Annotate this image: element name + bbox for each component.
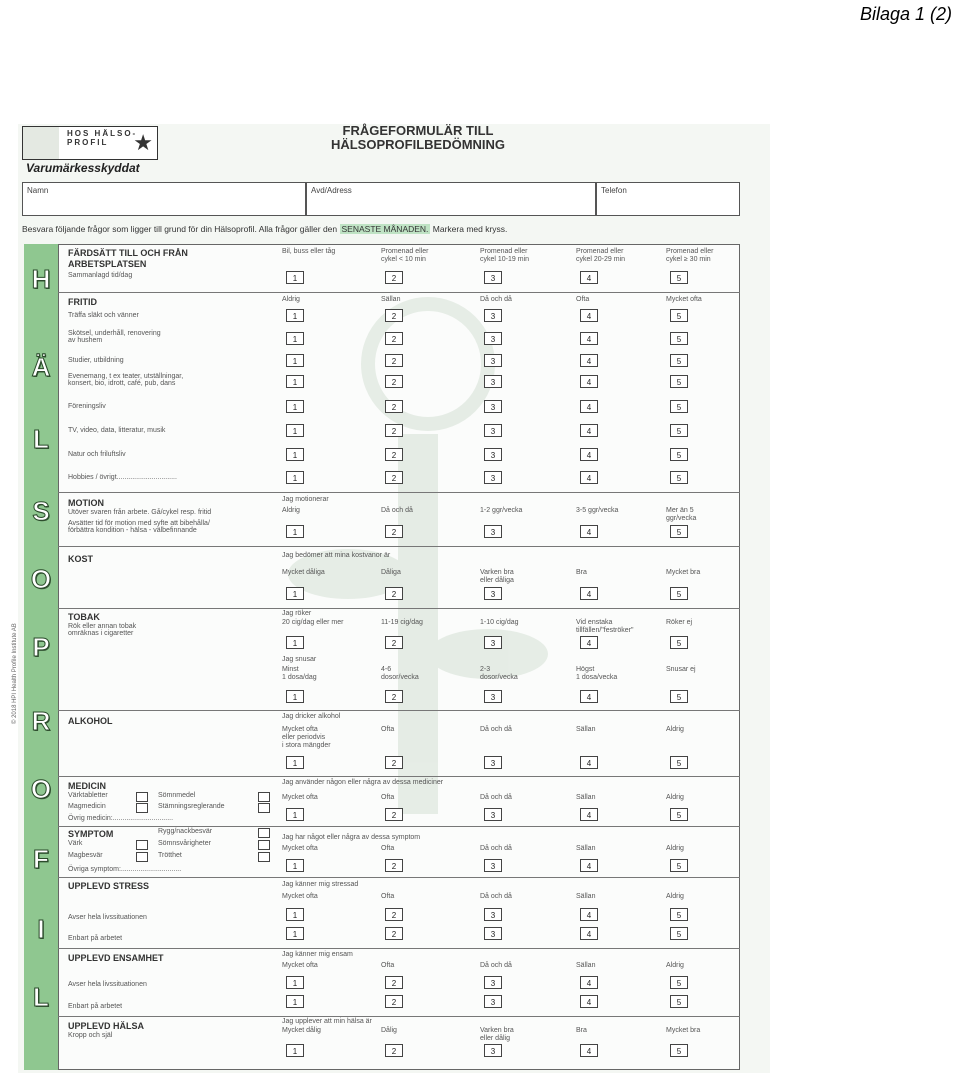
form-title-line1: FRÅGEFORMULÄR TILL (342, 123, 494, 138)
kost-option-5[interactable]: 5 (670, 587, 688, 600)
fardsatt-option-4[interactable]: 4 (580, 271, 598, 284)
fritid-item-7: Natur och friluftsliv (68, 451, 126, 458)
section-divider (58, 826, 740, 827)
fritid-item-8-option-1[interactable]: 1 (286, 471, 304, 484)
name-field[interactable] (22, 182, 306, 216)
halsa-sub: Kropp och själ (68, 1032, 113, 1039)
fritid-item-4-option-2[interactable]: 2 (385, 375, 403, 388)
kost-option-3[interactable]: 3 (484, 587, 502, 600)
symptom-option-4[interactable]: 4 (580, 859, 598, 872)
medicin-option-2[interactable]: 2 (385, 808, 403, 821)
symptom-c4-checkbox[interactable] (258, 840, 270, 850)
symptom-label-5: Aldrig (666, 845, 684, 852)
stress-title: UPPLEVD STRESS (68, 881, 150, 891)
kost-option-2[interactable]: 2 (385, 587, 403, 600)
symptom-lead: Jag har något eller några av dessa symptom (282, 834, 421, 841)
alkohol-label-2: Ofta (381, 726, 395, 733)
motion-label-2: Då och då (381, 507, 413, 514)
medicin-c2: Sömnmedel (158, 792, 196, 799)
alkohol-label-1: Mycket ofta eller periodvis i stora mängder (282, 726, 331, 749)
fritid-item-1-option-1[interactable]: 1 (286, 309, 304, 322)
tobak-title: TOBAK (68, 612, 100, 622)
side-letter-3: L (33, 424, 49, 454)
ensamhet-row1-option-5[interactable]: 5 (670, 976, 688, 989)
stress-row1-label: Avser hela livssituationen (68, 914, 147, 921)
halsa-lead: Jag upplever att min hälsa är (282, 1018, 372, 1025)
fritid-item-4: Evenemang, t ex teater, utställningar, konsert, bio, idrott, café, pub, dans (68, 373, 184, 387)
dept-label: Avd/Adress (311, 186, 352, 195)
fritid-item-6-option-5[interactable]: 5 (670, 424, 688, 437)
fritid-item-4-option-3[interactable]: 3 (484, 375, 502, 388)
symptom-option-1[interactable]: 1 (286, 859, 304, 872)
halsa-label-2: Dålig (381, 1027, 397, 1034)
tobak-snus-option-2[interactable]: 2 (385, 690, 403, 703)
ensamhet-row1-label: Avser hela livssituationen (68, 981, 147, 988)
attachment-label: Bilaga 1 (2) (859, 4, 952, 24)
stress-row2-option-4[interactable]: 4 (580, 927, 598, 940)
ensamhet-label-1: Mycket ofta (282, 962, 318, 969)
tobak-snus-label-5: Snusar ej (666, 666, 696, 673)
fritid-item-6-option-2[interactable]: 2 (385, 424, 403, 437)
phone-label: Telefon (601, 186, 627, 195)
motion-label-1: Aldrig (282, 507, 300, 514)
ensamhet-row1-option-2[interactable]: 2 (385, 976, 403, 989)
symptom-c3: Magbesvär (68, 852, 103, 859)
medicin-c1: Värktabletter (68, 792, 108, 799)
tobak-snus-option-1[interactable]: 1 (286, 690, 304, 703)
tobak-snus-label-3: 2-3 dosor/vecka (480, 666, 518, 681)
halsa-option-3[interactable]: 3 (484, 1044, 502, 1057)
motion-option-2[interactable]: 2 (385, 525, 403, 538)
tobak-lead1: Jag röker (282, 610, 312, 617)
symptom-option-3[interactable]: 3 (484, 859, 502, 872)
stress-row2-option-2[interactable]: 2 (385, 927, 403, 940)
halsa-option-1[interactable]: 1 (286, 1044, 304, 1057)
fritid-item-6: TV, video, data, litteratur, musik (68, 427, 166, 434)
fritid-item-8-option-3[interactable]: 3 (484, 471, 502, 484)
fritid-item-6-option-1[interactable]: 1 (286, 424, 304, 437)
alkohol-label-4: Sällan (576, 726, 596, 733)
tobak-smoke-option-2[interactable]: 2 (385, 636, 403, 649)
stress-label-1: Mycket ofta (282, 893, 318, 900)
side-letter-2: Ä (31, 352, 51, 382)
tobak-smoke-label-4: Vid enstaka tillfällen/"feströker" (576, 619, 634, 634)
section-divider (58, 948, 740, 949)
motion-label-5: Mer än 5 ggr/vecka (666, 507, 697, 522)
fritid-item-2: Skötsel, underhåll, renovering av hushem (68, 330, 161, 344)
fardsatt-label-3: Promenad eller cykel 10-19 min (480, 248, 530, 263)
scanned-form (12, 123, 770, 1073)
symptom-c5-checkbox[interactable] (258, 852, 270, 862)
fritid-item-2-option-2[interactable]: 2 (385, 332, 403, 345)
fritid-label-2: Sällan (381, 296, 401, 303)
motion-option-1[interactable]: 1 (286, 525, 304, 538)
kost-lead: Jag bedömer att mina kostvanor är (282, 552, 391, 559)
form-title-line2: HÄLSOPROFILBEDÖMNING (330, 137, 506, 152)
side-letter-4: S (32, 496, 50, 526)
fritid-item-8-option-2[interactable]: 2 (385, 471, 403, 484)
halsa-option-5[interactable]: 5 (670, 1044, 688, 1057)
section-divider (58, 292, 740, 293)
section-divider (58, 546, 740, 547)
ensamhet-label-5: Aldrig (666, 962, 684, 969)
stress-row1-option-1[interactable]: 1 (286, 908, 304, 921)
stress-row2-option-1[interactable]: 1 (286, 927, 304, 940)
medicin-option-5[interactable]: 5 (670, 808, 688, 821)
fritid-item-7-option-2[interactable]: 2 (385, 448, 403, 461)
tobak-snus-option-4[interactable]: 4 (580, 690, 598, 703)
ensamhet-row1-option-3[interactable]: 3 (484, 976, 502, 989)
medicin-c4-checkbox[interactable] (258, 803, 270, 813)
fritid-item-1-option-5[interactable]: 5 (670, 309, 688, 322)
alkohol-label-3: Då och då (480, 726, 512, 733)
symptom-c1: Värk (68, 840, 83, 847)
medicin-c3-checkbox[interactable] (136, 803, 148, 813)
section-divider (58, 710, 740, 711)
ensamhet-row2-label: Enbart på arbetet (68, 1003, 123, 1010)
tobak-smoke-label-3: 1-10 cig/dag (480, 619, 519, 626)
name-label: Namn (27, 186, 49, 195)
instruction-b: Markera med kryss. (432, 224, 508, 234)
motion-label-3: 1-2 ggr/vecka (480, 507, 523, 514)
medicin-label-5: Aldrig (666, 794, 684, 801)
stress-label-3: Då och då (480, 893, 512, 900)
fritid-item-5-option-5[interactable]: 5 (670, 400, 688, 413)
alkohol-option-2[interactable]: 2 (385, 756, 403, 769)
fritid-label-5: Mycket ofta (666, 296, 702, 303)
symptom-label-3: Då och då (480, 845, 512, 852)
fardsatt-title-1: FÄRDSÄTT TILL OCH FRÅN (68, 248, 188, 258)
motion-label-4: 3-5 ggr/vecka (576, 507, 619, 514)
halsa-option-2[interactable]: 2 (385, 1044, 403, 1057)
fritid-label-1: Aldrig (282, 296, 300, 303)
medicin-label-3: Då och då (480, 794, 512, 801)
tobak-sub: Rök eller annan tobak omräknas i cigaretter (68, 623, 137, 637)
symptom-c3-checkbox[interactable] (136, 852, 148, 862)
ensamhet-lead: Jag känner mig ensam (282, 951, 353, 958)
tobak-snus-option-5[interactable]: 5 (670, 690, 688, 703)
running-figure-icon: ★ (133, 130, 153, 155)
symptom-c4: Sömnsvårigheter (158, 840, 211, 847)
fritid-item-2-option-5[interactable]: 5 (670, 332, 688, 345)
alkohol-label-5: Aldrig (666, 726, 684, 733)
fritid-item-1-option-3[interactable]: 3 (484, 309, 502, 322)
stress-label-4: Sällan (576, 893, 596, 900)
fardsatt-label-1: Bil, buss eller tåg (282, 248, 336, 255)
dept-field[interactable] (306, 182, 596, 216)
halsa-label-3: Varken bra eller dålig (480, 1027, 514, 1042)
symptom-option-2[interactable]: 2 (385, 859, 403, 872)
motion-option-5[interactable]: 5 (670, 525, 688, 538)
fritid-item-7-option-1[interactable]: 1 (286, 448, 304, 461)
halsa-label-5: Mycket bra (666, 1027, 701, 1034)
kost-title: KOST (68, 554, 94, 564)
ensamhet-row2-option-4[interactable]: 4 (580, 995, 598, 1008)
symptom-c5: Trötthet (158, 852, 182, 859)
stress-row2-option-3[interactable]: 3 (484, 927, 502, 940)
medicin-option-3[interactable]: 3 (484, 808, 502, 821)
medicin-label-1: Mycket ofta (282, 794, 318, 801)
fardsatt-option-1[interactable]: 1 (286, 271, 304, 284)
ensamhet-row1-option-4[interactable]: 4 (580, 976, 598, 989)
medicin-other: Övrig medicin:............................... (68, 815, 174, 822)
fritid-item-1-option-4[interactable]: 4 (580, 309, 598, 322)
side-letter-5: O (30, 564, 52, 594)
side-letter-7: R (31, 706, 51, 736)
instruction-highlight: SENASTE MÅNADEN. (341, 224, 429, 234)
motion-lead: Jag motionerar (282, 496, 329, 503)
motion-option-4[interactable]: 4 (580, 525, 598, 538)
medicin-lead: Jag använder någon eller några av dessa mediciner (282, 779, 444, 786)
fritid-item-3-option-5[interactable]: 5 (670, 354, 688, 367)
symptom-c2-checkbox[interactable] (258, 828, 270, 838)
alkohol-option-5[interactable]: 5 (670, 756, 688, 769)
symptom-other: Övriga symptom:............................... (68, 866, 182, 873)
fritid-label-4: Ofta (576, 296, 590, 303)
symptom-c1-checkbox[interactable] (136, 840, 148, 850)
fardsatt-option-2[interactable]: 2 (385, 271, 403, 284)
side-letter-10: I (37, 914, 45, 944)
tobak-smoke-option-1[interactable]: 1 (286, 636, 304, 649)
medicin-c3: Magmedicin (68, 803, 106, 810)
medicin-c1-checkbox[interactable] (136, 792, 148, 802)
halsa-label-4: Bra (576, 1027, 587, 1034)
side-title-bar (24, 244, 58, 1070)
copyright-text: © 2018 HPI Health Profile Institute AB (12, 623, 18, 724)
fritid-item-5-option-4[interactable]: 4 (580, 400, 598, 413)
fritid-item-4-option-5[interactable]: 5 (670, 375, 688, 388)
fritid-item-3-option-3[interactable]: 3 (484, 354, 502, 367)
kost-label-2: Dåliga (381, 569, 401, 576)
fritid-item-6-option-4[interactable]: 4 (580, 424, 598, 437)
alkohol-title: ALKOHOL (68, 716, 113, 726)
medicin-title: MEDICIN (68, 781, 106, 791)
instruction-a: Besvara följande frågor som ligger till grund för din Hälsoprofil. Alla frågor gäller den (22, 224, 338, 234)
symptom-label-1: Mycket ofta (282, 845, 318, 852)
kost-label-5: Mycket bra (666, 569, 701, 576)
fardsatt-label-2: Promenad eller cykel < 10 min (381, 248, 429, 263)
tobak-snus-label-1: Minst 1 dosa/dag (282, 666, 317, 681)
stress-row1-option-5[interactable]: 5 (670, 908, 688, 921)
halsa-title: UPPLEVD HÄLSA (68, 1021, 145, 1031)
stress-row1-option-3[interactable]: 3 (484, 908, 502, 921)
fritid-item-3: Studier, utbildning (68, 357, 124, 364)
stress-row2-option-5[interactable]: 5 (670, 927, 688, 940)
tobak-smoke-label-2: 11-19 cig/dag (381, 619, 423, 626)
alkohol-option-4[interactable]: 4 (580, 756, 598, 769)
stress-row1-option-4[interactable]: 4 (580, 908, 598, 921)
motion-title: MOTION (68, 498, 104, 508)
stress-label-5: Aldrig (666, 893, 684, 900)
tobak-smoke-option-5[interactable]: 5 (670, 636, 688, 649)
side-letter-6: P (32, 632, 50, 662)
tobak-smoke-option-3[interactable]: 3 (484, 636, 502, 649)
fritid-item-1: Träffa släkt och vänner (68, 312, 139, 319)
side-letter-1: H (31, 264, 51, 294)
phone-field[interactable] (596, 182, 740, 216)
fritid-item-5-option-2[interactable]: 2 (385, 400, 403, 413)
ensamhet-row2-option-1[interactable]: 1 (286, 995, 304, 1008)
ensamhet-row2-option-2[interactable]: 2 (385, 995, 403, 1008)
tobak-smoke-option-4[interactable]: 4 (580, 636, 598, 649)
ensamhet-title: UPPLEVD ENSAMHET (68, 953, 164, 963)
tobak-smoke-label-1: 20 cig/dag eller mer (282, 619, 344, 626)
kost-label-3: Varken bra eller dåliga (480, 569, 514, 584)
fardsatt-title-2: ARBETSPLATSEN (68, 259, 147, 269)
fritid-item-8-option-4[interactable]: 4 (580, 471, 598, 484)
fritid-item-4-option-1[interactable]: 1 (286, 375, 304, 388)
kost-option-4[interactable]: 4 (580, 587, 598, 600)
symptom-label-2: Ofta (381, 845, 395, 852)
fritid-title: FRITID (68, 297, 97, 307)
symptom-label-4: Sällan (576, 845, 596, 852)
stress-lead: Jag känner mig stressad (282, 881, 359, 888)
medicin-label-4: Sällan (576, 794, 596, 801)
section-divider (58, 877, 740, 878)
alkohol-lead: Jag dricker alkohol (282, 713, 341, 720)
section-divider (58, 492, 740, 493)
fardsatt-option-5[interactable]: 5 (670, 271, 688, 284)
stress-row1-option-2[interactable]: 2 (385, 908, 403, 921)
medicin-option-1[interactable]: 1 (286, 808, 304, 821)
fritid-item-7-option-3[interactable]: 3 (484, 448, 502, 461)
medicin-label-2: Ofta (381, 794, 395, 801)
fardsatt-sub: Sammanlagd tid/dag (68, 272, 133, 279)
fritid-item-6-option-3[interactable]: 3 (484, 424, 502, 437)
symptom-title: SYMPTOM (68, 829, 114, 839)
motion-sub1: Utöver svaren från arbete. Gå/cykel resp. fritid (68, 509, 212, 516)
fritid-item-8-option-5[interactable]: 5 (670, 471, 688, 484)
fritid-item-7-option-5[interactable]: 5 (670, 448, 688, 461)
halsa-label-1: Mycket dålig (282, 1027, 321, 1034)
kost-label-1: Mycket dåliga (282, 569, 325, 576)
side-letter-11: L (33, 982, 49, 1012)
ensamhet-label-3: Då och då (480, 962, 512, 969)
fritid-item-2-option-1[interactable]: 1 (286, 332, 304, 345)
fritid-item-2-option-3[interactable]: 3 (484, 332, 502, 345)
tobak-snus-label-4: Högst 1 dosa/vecka (576, 666, 618, 681)
section-divider (58, 608, 740, 609)
instruction-text (22, 224, 507, 234)
medicin-c2-checkbox[interactable] (258, 792, 270, 802)
fritid-item-3-option-1[interactable]: 1 (286, 354, 304, 367)
alkohol-option-1[interactable]: 1 (286, 756, 304, 769)
ensamhet-row2-option-5[interactable]: 5 (670, 995, 688, 1008)
side-letter-9: F (33, 844, 49, 874)
alkohol-option-3[interactable]: 3 (484, 756, 502, 769)
fritid-item-3-option-4[interactable]: 4 (580, 354, 598, 367)
side-letter-8: O (30, 774, 52, 804)
symptom-option-5[interactable]: 5 (670, 859, 688, 872)
ensamhet-row1-option-1[interactable]: 1 (286, 976, 304, 989)
fardsatt-label-4: Promenad eller cykel 20-29 min (576, 248, 626, 263)
ensamhet-label-2: Ofta (381, 962, 395, 969)
fritid-item-5-option-1[interactable]: 1 (286, 400, 304, 413)
motion-sub2: Avsätter tid för motion med syfte att bibehålla/ förbättra kondition - hälsa - välbefinnande (68, 520, 210, 534)
fritid-label-3: Då och då (480, 296, 512, 303)
fritid-item-1-option-2[interactable]: 2 (385, 309, 403, 322)
medicin-c4: Stämningsreglerande (158, 803, 225, 810)
fritid-item-5: Föreningsliv (68, 403, 106, 410)
fritid-item-7-option-4[interactable]: 4 (580, 448, 598, 461)
ensamhet-row2-option-3[interactable]: 3 (484, 995, 502, 1008)
hos-logo (22, 126, 158, 160)
fritid-item-3-option-2[interactable]: 2 (385, 354, 403, 367)
trademark-label: Varumärkesskyddat (26, 161, 140, 175)
tobak-snus-option-3[interactable]: 3 (484, 690, 502, 703)
ensamhet-label-4: Sällan (576, 962, 596, 969)
motion-option-3[interactable]: 3 (484, 525, 502, 538)
tobak-smoke-label-5: Röker ej (666, 619, 693, 626)
stress-label-2: Ofta (381, 893, 395, 900)
symptom-c2: Rygg/nackbesvär (158, 828, 213, 835)
fritid-item-8: Hobbies / övrigt............................... (68, 474, 177, 481)
fardsatt-label-5: Promenad eller cykel ≥ 30 min (666, 248, 714, 263)
halsa-option-4[interactable]: 4 (580, 1044, 598, 1057)
section-divider (58, 776, 740, 777)
tobak-lead2: Jag snusar (282, 656, 317, 663)
section-divider (58, 1016, 740, 1017)
fritid-item-4-option-4[interactable]: 4 (580, 375, 598, 388)
stress-row2-label: Enbart på arbetet (68, 935, 123, 942)
fritid-item-2-option-4[interactable]: 4 (580, 332, 598, 345)
fardsatt-option-3[interactable]: 3 (484, 271, 502, 284)
kost-option-1[interactable]: 1 (286, 587, 304, 600)
logo-text: HOS HÄLSO-PROFIL (67, 129, 138, 147)
medicin-option-4[interactable]: 4 (580, 808, 598, 821)
kost-label-4: Bra (576, 569, 587, 576)
fritid-item-5-option-3[interactable]: 3 (484, 400, 502, 413)
tobak-snus-label-2: 4-6 dosor/vecka (381, 666, 419, 681)
